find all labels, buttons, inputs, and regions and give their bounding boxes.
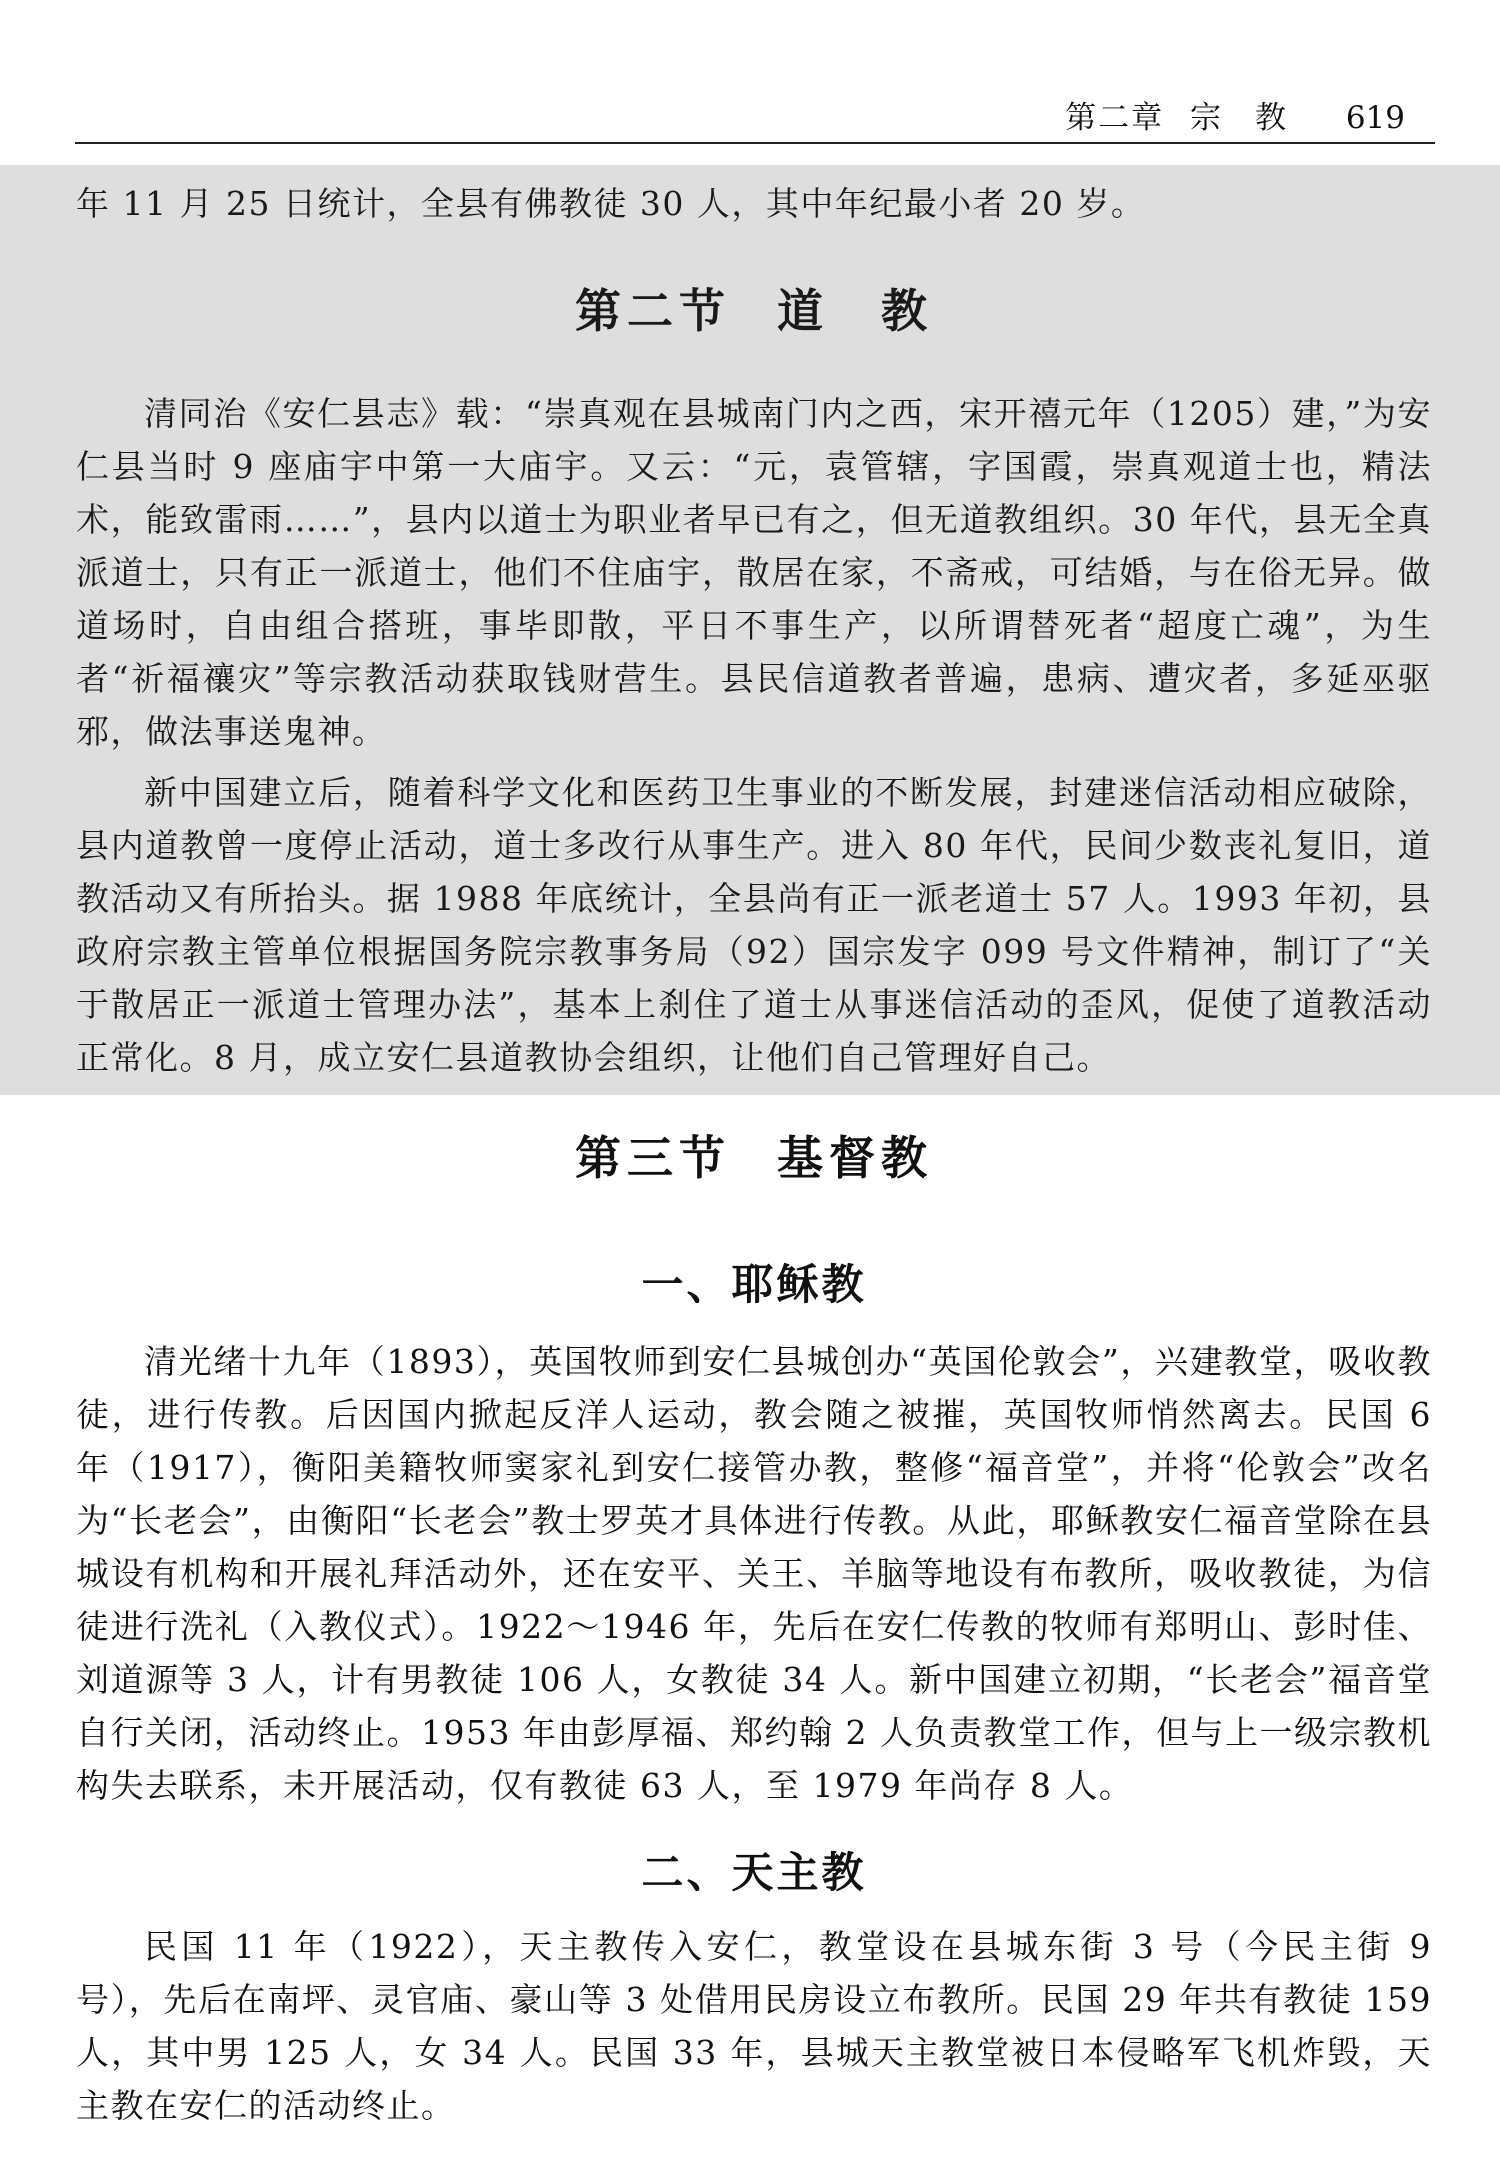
carryover-block: [76, 177, 1432, 230]
subsection-2-heading-block: [76, 1840, 1432, 1900]
header-rule: [75, 142, 1435, 144]
section-3-heading-block: [76, 1122, 1432, 1188]
section-2-paragraph-1: 清同治《安仁县志》载：“崇真观在县城南门内之西，宋开禧元年（1205）建，”为安仁县当时 9 座庙宇中第一大庙宇。又云：“元，袁管辖，字国霞，崇真观道士也，精法术，能致雷雨……”，县内以道士为职业者早已有之，但无道教组织。30 年代，县无全真派道士，只有正一派道士，他们不住庙宇，散居在家，不斋戒，可结婚，与在俗无异。做道场时，自由组合搭班，事毕即散，平日不事生产，以所谓替死者“超度亡魂”，为生者“祈福禳灾”等宗教活动获取钱财营生。县民信道教者普遍，患病、遭灾者，多延巫驱邪，做法事送鬼神。: [76, 394, 1432, 751]
section-2-title: 道 教: [777, 284, 933, 338]
subsection-1-heading: 一、耶稣教: [641, 1260, 867, 1309]
section-2-heading: [76, 275, 1432, 341]
subject-label: 宗教: [1189, 100, 1320, 136]
section-3-title: 基督教: [777, 1131, 933, 1185]
subsection-2-heading: 二、天主教: [641, 1848, 867, 1897]
running-header: [1065, 92, 1405, 137]
chapter-label: 第二章: [1065, 100, 1165, 136]
section-3-heading: [76, 1122, 1432, 1188]
section-2-heading-block: [76, 275, 1432, 341]
page-number: 619: [1345, 100, 1405, 136]
subsection-2-paragraph: 民国 11 年（1922），天主教传入安仁，教堂设在县城东街 3 号（今民主街 9 号），先后在南坪、灵官庙、豪山等 3 处借用民房设立布教所。民国 29 年共有教徒 159 人，其中男 125 人，女 34 人。民国 33 年，县城天主教堂被日本侵略军飞机炸毁，天主教在安仁的活动终止。: [76, 1927, 1432, 2125]
subsection-2-body: [76, 1920, 1432, 2132]
section-2-number: 第二节: [575, 284, 731, 338]
section-2-paragraph-2: 新中国建立后，随着科学文化和医药卫生事业的不断发展，封建迷信活动相应破除，县内道教曾一度停止活动，道士多改行从事生产。进入 80 年代，民间少数丧礼复旧，道教活动又有所抬头。据 1988 年底统计，全县尚有正一派老道士 57 人。1993 年初，县政府宗教主管单位根据国务院宗教事务局（92）国宗发字 099 号文件精神，制订了“关于散居正一派道士管理办法”，基本上刹住了道士从事迷信活动的歪风，促使了道教活动正常化。8 月，成立安仁县道教协会组织，让他们自己管理好自己。: [76, 773, 1432, 1077]
carryover-line: 年 11 月 25 日统计，全县有佛教徒 30 人，其中年纪最小者 20 岁。: [76, 184, 1146, 223]
section-3-number: 第三节: [575, 1131, 731, 1185]
subsection-1-body: [76, 1335, 1432, 1812]
section-2-body: [76, 387, 1432, 1084]
subsection-1-paragraph: 清光绪十九年（1893），英国牧师到安仁县城创办“英国伦敦会”，兴建教堂，吸收教徒，进行传教。后因国内掀起反洋人运动，教会随之被摧，英国牧师悄然离去。民国 6 年（1917），衡阳美籍牧师窦家礼到安仁接管办教，整修“福音堂”，并将“伦敦会”改名为“长老会”，由衡阳“长老会”教士罗英才具体进行传教。从此，耶稣教安仁福音堂除在县城设有机构和开展礼拜活动外，还在安平、关王、羊脑等地设有布教所，吸收教徒，为信徒进行洗礼（入教仪式）。1922～1946 年，先后在安仁传教的牧师有郑明山、彭时佳、刘道源等 3 人，计有男教徒 106 人，女教徒 34 人。新中国建立初期，“长老会”福音堂自行关闭，活动终止。1953 年由彭厚福、郑约翰 2 人负责教堂工作，但与上一级宗教机构失去联系，未开展活动，仅有教徒 63 人，至 1979 年尚存 8 人。: [76, 1342, 1432, 1805]
subsection-1-heading-block: [76, 1252, 1432, 1312]
